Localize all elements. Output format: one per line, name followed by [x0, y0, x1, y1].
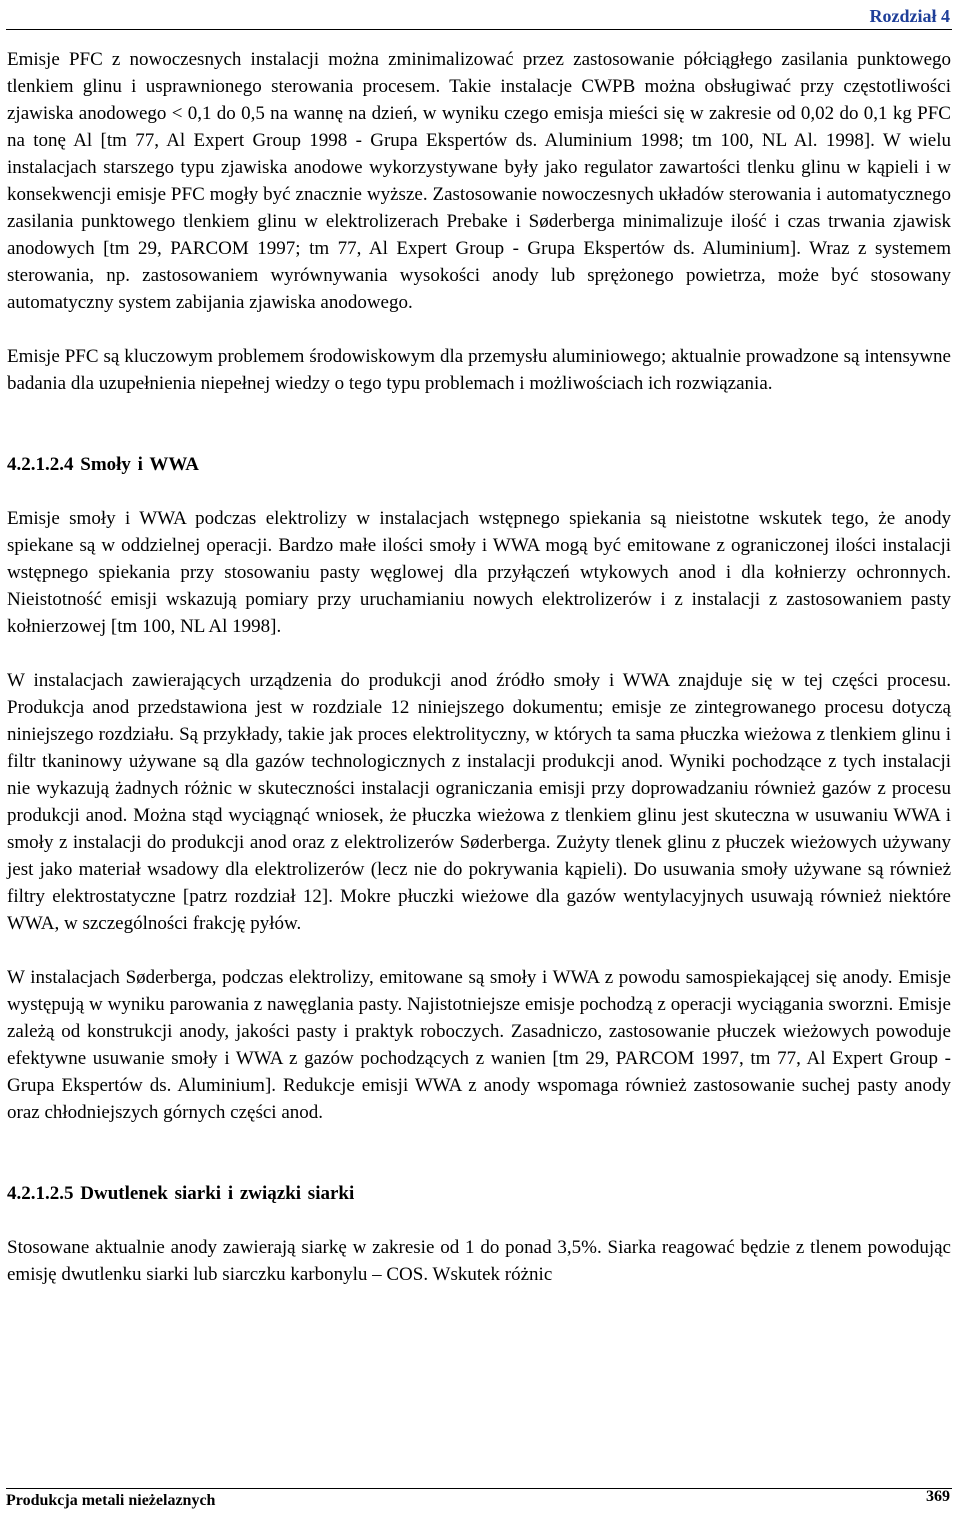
- paragraph-pfc-modern-installations: Emisje PFC z nowoczesnych instalacji można zminimalizować przez zastosowanie półciągłego zasilania punktowego tlenkiem glinu i usprawnionego sterowania procesem. Takie instalacje CWPB można obsługiwać przy częstotliwości zjawiska anodowego < 0,1 do 0,5 na wannę na dzień, w wyniku czego emisja mieści się w zakresie od 0,02 do 0,1 kg PFC na tonę Al [tm 77, Al Expert Group 1998 - Grupa Ekspertów ds. Aluminium 1998; tm 100, NL Al. 1998]. W wielu instalacjach starszego typu zjawiska anodowe wykorzystywane były jako regulator zawartości tlenku glinu w kąpieli i w konsekwencji emisje PFC mogły być znacznie wyższe. Zastosowanie nowoczesnych układów sterowania i automatycznego zasilania punktowego tlenkiem glinu w elektrolizerach Prebake i Søderberga minimalizuje ilość i czas trwania zjawisk anodowych [tm 29, PARCOM 1997; tm 77, Al Expert Group - Grupa Ekspertów ds. Aluminium]. Wraz z systemem sterowania, np. zastosowaniem wyrównywania wysokości anody lub sprężonego powietrza, może być stosowany automatyczny system zabijania zjawiska anodowego.: [7, 49, 951, 313]
- paragraph-pfc-key-problem: Emisje PFC są kluczowym problemem środowiskowym dla przemysłu aluminiowego; aktualnie prowadzone są intensywne badania dla uzupełnienia niepełnej wiedzy o tego typu problemach i możliwościach ich rozwiązania.: [7, 346, 951, 394]
- paragraph-tar-pah-prebake: Emisje smoły i WWA podczas elektrolizy w instalacjach wstępnego spiekania są nieistotne wskutek tego, że anody spiekane są w oddzielnej operacji. Bardzo małe ilości smoły i WWA mogą być emitowane z ograniczonej ilości instalacji wstępnego spiekania przy stosowaniu pasty węglowej dla przyłączeń wtykowych anod i dla kołnierzy ochronnych. Nieistotność emisji wskazują pomiary przy uruchamianiu nowych elektrolizerów i z instalacji z zastosowaniem pasty kołnierzowej [tm 100, NL Al 1998].: [7, 508, 951, 637]
- footer-title: Produkcja metali nieżelaznych: [6, 1492, 216, 1509]
- chapter-label: Rozdział 4: [869, 6, 950, 26]
- section-heading-tar-pah: 4.2.1.2.4 Smoły i WWA: [7, 454, 199, 475]
- paragraph-sulphur: Stosowane aktualnie anody zawierają siarkę w zakresie od 1 do ponad 3,5%. Siarka reagować będzie z tlenem powodując emisję dwutlenku siarki lub siarczku karbonylu – COS. Wskutek różnic: [7, 1237, 951, 1285]
- page-number: 369: [926, 1488, 950, 1505]
- paragraph-soderberg: W instalacjach Søderberga, podczas elektrolizy, emitowane są smoły i WWA z powodu samospiekającej się anody. Emisje występują w wyniku parowania z nawęglania pasty. Najistotniejsze emisje pochodzą z operacji wyciągania sworzni. Emisje zależą od konstrukcji anody, jakości pasty i praktyk roboczych. Zasadniczo, zastosowanie płuczek wieżowych powoduje efektywne usuwanie smoły i WWA z gazów pochodzących z wanien [tm 29, PARCOM 1997, tm 77, Al Expert Group - Grupa Ekspertów ds. Aluminium]. Redukcje emisji WWA z anody wspomaga również zastosowanie suchej pasty anody oraz chłodniejszych górnych części anod.: [7, 967, 951, 1123]
- document-body: [7, 46, 951, 1288]
- page-header: [6, 4, 952, 30]
- paragraph-anode-production: W instalacjach zawierających urządzenia do produkcji anod źródło smoły i WWA znajduje się w tej części procesu. Produkcja anod przedstawiona jest w rozdziale 12 niniejszego dokumentu; emisje ze zintegrowanego procesu dotyczą niniejszego rozdziału. Są przykłady, takie jak proces elektrolityczny, w których ta sama płuczka wieżowa z tlenkiem glinu i filtr tkaninowy używane są dla gazów technologicznych z instalacji produkcji anod. Wyniki pochodzące z tych instalacji nie wykazują żadnych różnic w skuteczności instalacji ograniczania emisji przy doprowadzaniu również gazów z procesu produkcji anod. Można stąd wyciągnąć wniosek, że płuczka wieżowa z tlenkiem glinu jest skuteczna w usuwaniu WWA i smoły z instalacji do produkcji anod oraz z elektrolizerów Søderberga. Zużyty tlenek glinu z płuczek wieżowych używany jest jako materiał wsadowy dla elektrolizerów (lecz nie do pokrywania kąpieli). Do usuwania smoły używane są również filtry elektrostatyczne [patrz rozdział 12]. Mokre płuczki wieżowe dla gazów wentylacyjnych usuwają również niektóre WWA, w szczególności frakcję pyłów.: [7, 670, 951, 934]
- section-heading-sulphur-dioxide: 4.2.1.2.5 Dwutlenek siarki i związki siarki: [7, 1183, 355, 1204]
- page-footer: [6, 1488, 952, 1510]
